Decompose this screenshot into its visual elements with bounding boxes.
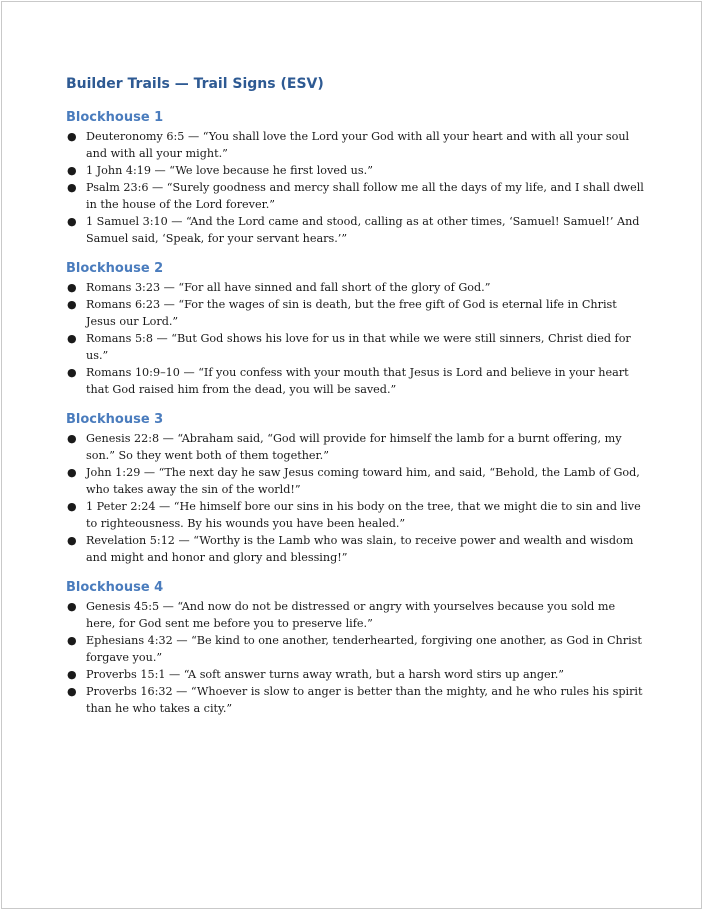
section-heading: Blockhouse 3 [66,412,164,427]
verse-text: Proverbs 15:1 — “A soft answer turns away wrath, but a harsh word stirs up anger.” [86,668,565,681]
bullet-icon: ● [67,685,77,698]
bullet-icon: ● [67,281,77,294]
bullet-icon: ● [67,215,77,228]
section-blockhouse-2 [66,261,646,398]
verse-text: 1 Samuel 3:10 — “And the Lord came and stood, calling as at other times, ‘Samuel! Samuel!’ And Samuel said, ‘Speak, for your servant hears.’” [86,215,640,245]
verse-text: 1 John 4:19 — “We love because he first loved us.” [86,164,373,177]
verse-text: Psalm 23:6 — “Surely goodness and mercy shall follow me all the days of my life, and I shall dwell in the house of the Lord forever.” [86,181,644,211]
verse-text: Deuteronomy 6:5 — “You shall love the Lord your God with all your heart and with all your soul and with all your might.” [86,130,630,160]
verse-text: Romans 10:9–10 — “If you confess with your mouth that Jesus is Lord and believe in your heart that God raised him from the dead, you will be saved.” [86,366,629,396]
list-item [66,666,646,683]
bullet-icon: ● [67,600,77,613]
list-item [66,364,646,398]
verse-text: Genesis 45:5 — “And now do not be distressed or angry with yourselves because you sold me here, for God sent me before you to preserve life.” [86,600,616,630]
section-heading: Blockhouse 4 [66,580,164,595]
section-heading: Blockhouse 2 [66,261,164,276]
document-page [1,1,702,909]
section-blockhouse-3 [66,412,646,566]
list-item [66,128,646,162]
bullet-icon: ● [67,466,77,479]
verse-text: Genesis 22:8 — “Abraham said, “God will provide for himself the lamb for a burnt offering, my son.” So they went both of them together.” [86,432,622,462]
verse-text: Romans 6:23 — “For the wages of sin is death, but the free gift of God is eternal life in Christ Jesus our Lord.” [86,298,617,328]
bullet-icon: ● [67,181,77,194]
bullet-icon: ● [67,634,77,647]
list-item [66,464,646,498]
list-item [66,179,646,213]
list-item [66,162,646,179]
bullet-icon: ● [67,534,77,547]
document-title: Builder Trails — Trail Signs (ESV) [66,76,324,92]
list-item [66,632,646,666]
bullet-icon: ● [67,432,77,445]
verse-text: 1 Peter 2:24 — “He himself bore our sins in his body on the tree, that we might die to sin and live to righteousness. By his wounds you have been healed.” [86,500,641,530]
bullet-icon: ● [67,366,77,379]
verse-text: Romans 5:8 — “But God shows his love for us in that while we were still sinners, Christ died for us.” [86,332,631,362]
bullet-icon: ● [67,164,77,177]
list-item [66,532,646,566]
list-item [66,498,646,532]
verse-text: Romans 3:23 — “For all have sinned and fall short of the glory of God.” [86,281,491,294]
section-blockhouse-1 [66,110,646,247]
list-item [66,213,646,247]
verse-list [66,430,646,566]
verse-list [66,279,646,398]
bullet-icon: ● [67,332,77,345]
bullet-icon: ● [67,500,77,513]
verse-text: Ephesians 4:32 — “Be kind to one another, tenderhearted, forgiving one another, as God in Christ forgave you.” [86,634,642,664]
section-heading: Blockhouse 1 [66,110,164,125]
verse-text: Proverbs 16:32 — “Whoever is slow to anger is better than the mighty, and he who rules his spirit than he who takes a city.” [86,685,643,715]
list-item [66,296,646,330]
bullet-icon: ● [67,298,77,311]
verse-text: Revelation 5:12 — “Worthy is the Lamb who was slain, to receive power and wealth and wisdom and might and honor and glory and blessing!” [86,534,634,564]
verse-list [66,598,646,717]
verse-text: John 1:29 — “The next day he saw Jesus coming toward him, and said, “Behold, the Lamb of God, who takes away the sin of the world!” [86,466,640,496]
verse-list [66,128,646,247]
document-content [66,75,646,731]
list-item [66,279,646,296]
list-item [66,330,646,364]
list-item [66,430,646,464]
bullet-icon: ● [67,668,77,681]
section-blockhouse-4 [66,580,646,717]
list-item [66,683,646,717]
bullet-icon: ● [67,130,77,143]
list-item [66,598,646,632]
